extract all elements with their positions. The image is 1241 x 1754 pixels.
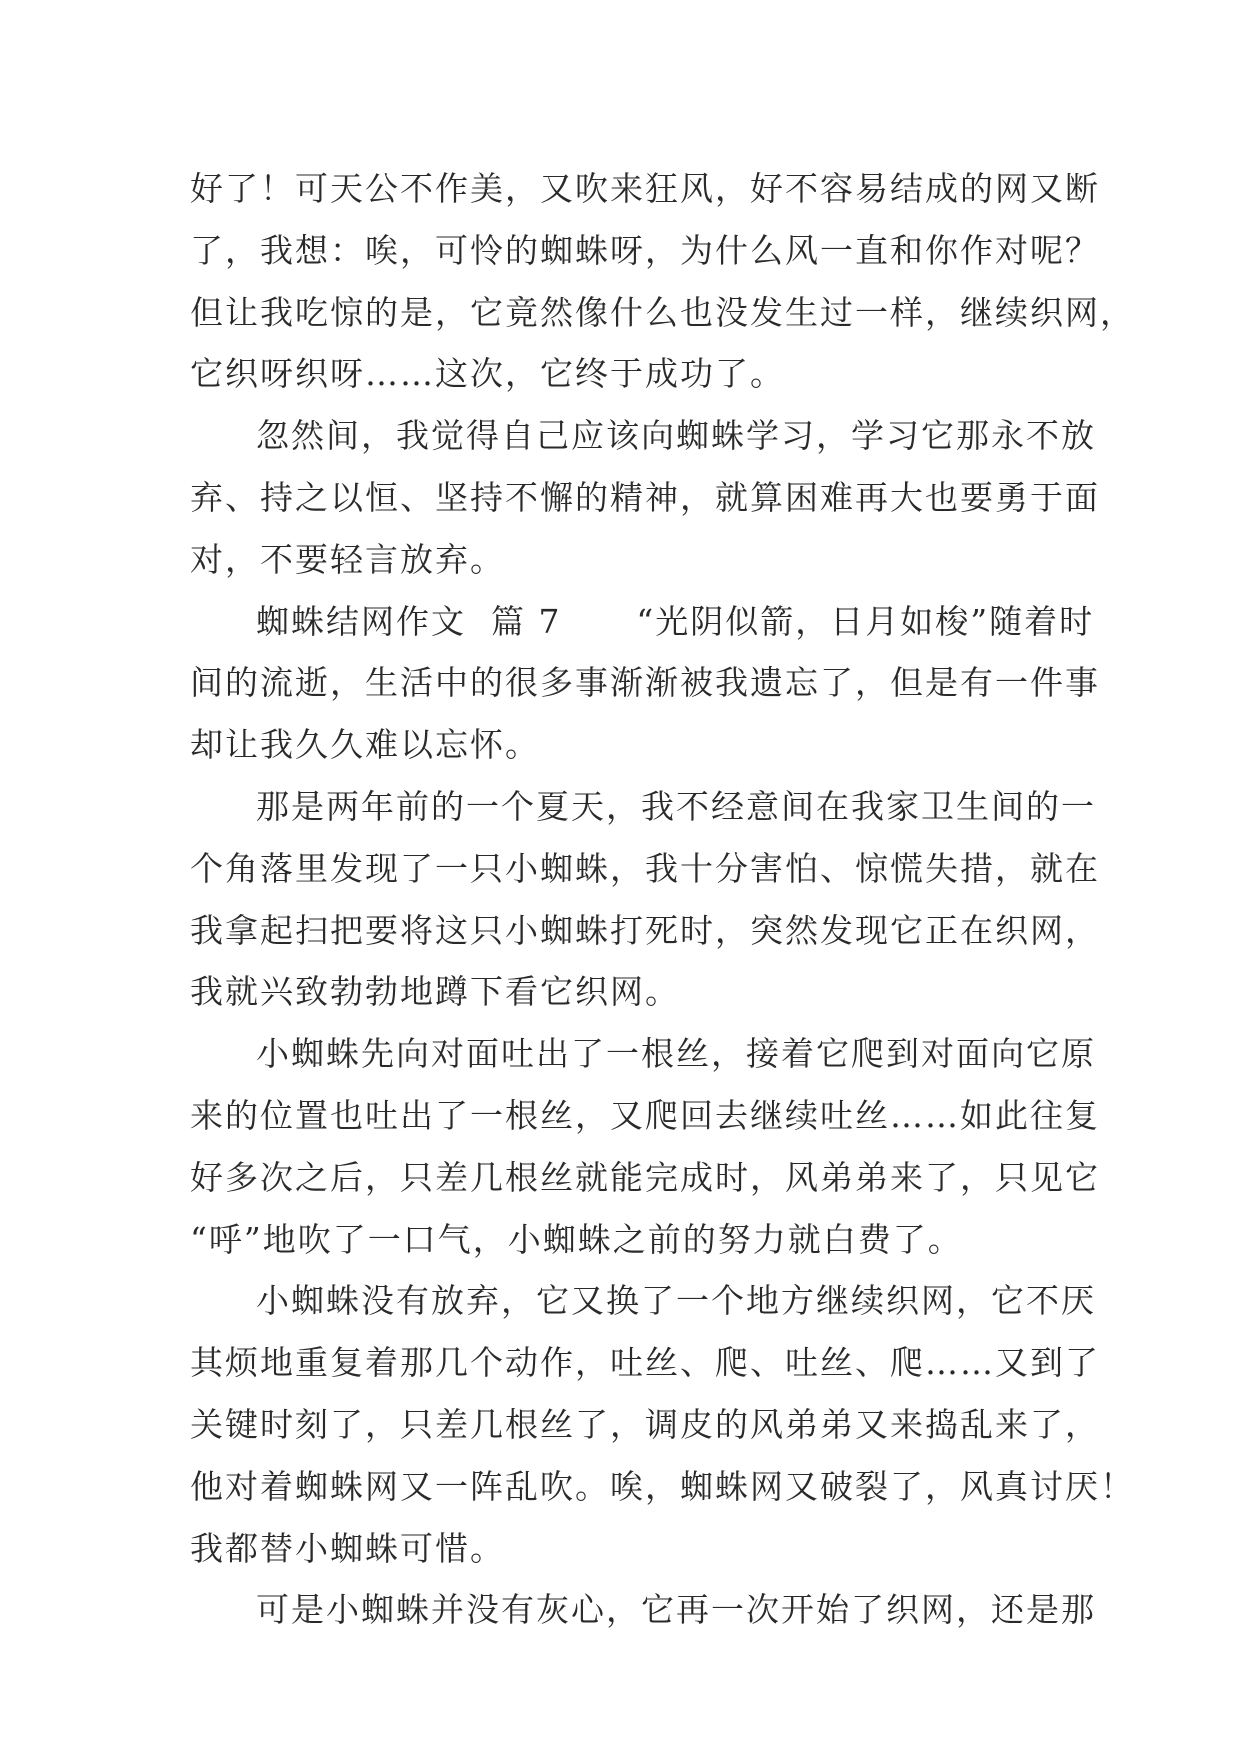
text-line: 我都替小蜘蛛可惜。	[190, 1528, 505, 1568]
text-line: 但让我吃惊的是，它竟然像什么也没发生过一样，继续织网，	[190, 292, 1135, 332]
text-line: 其烦地重复着那几个动作，吐丝、爬、吐丝、爬……又到了	[190, 1343, 1100, 1383]
paragraph-start-line: 忽然间，我觉得自己应该向蜘蛛学习，学习它那永不放	[256, 416, 1096, 456]
paragraph-start-line: 小蜘蛛没有放弃，它又换了一个地方继续织网，它不厌	[256, 1281, 1096, 1321]
text-line: 弃、持之以恒、坚持不懈的精神，就算困难再大也要勇于面	[190, 477, 1100, 517]
paragraph-start-line: 可是小蜘蛛并没有灰心，它再一次开始了织网，还是那	[256, 1590, 1096, 1630]
text-line: 他对着蜘蛛网又一阵乱吹。唉，蜘蛛网又破裂了，风真讨厌！	[190, 1466, 1135, 1506]
text-line: 我拿起扫把要将这只小蜘蛛打死时，突然发现它正在织网，	[190, 910, 1100, 950]
text-line: “呼”地吹了一口气，小蜘蛛之前的努力就白费了。	[190, 1219, 963, 1259]
essay-body	[190, 158, 1135, 1641]
text-line: 间的流逝，生活中的很多事渐渐被我遗忘了，但是有一件事	[190, 663, 1100, 703]
paragraph-start-line: 小蜘蛛先向对面吐出了一根丝，接着它爬到对面向它原	[256, 1034, 1096, 1074]
text-line: 关键时刻了，只差几根丝了，调皮的风弟弟又来捣乱来了，	[190, 1404, 1100, 1444]
text-line: 它织呀织呀……这次，它终于成功了。	[190, 354, 785, 394]
text-line: 却让我久久难以忘怀。	[190, 725, 540, 765]
section-heading-line: 蜘蛛结网作文 篇 7 “光阴似箭，日月如梭”随着时	[256, 601, 1095, 641]
paragraph-start-line: 那是两年前的一个夏天，我不经意间在我家卫生间的一	[256, 786, 1096, 826]
text-line: 好了！可天公不作美，又吹来狂风，好不容易结成的网又断	[190, 169, 1100, 208]
text-line: 了，我想：唉，可怜的蜘蛛呀，为什么风一直和你作对呢？	[190, 230, 1100, 270]
text-line: 个角落里发现了一只小蜘蛛，我十分害怕、惊慌失措，就在	[190, 848, 1100, 888]
text-line: 对，不要轻言放弃。	[190, 539, 505, 579]
text-line: 好多次之后，只差几根丝就能完成时，风弟弟来了，只见它	[190, 1157, 1100, 1197]
text-line: 来的位置也吐出了一根丝，又爬回去继续吐丝……如此往复	[190, 1095, 1100, 1135]
text-line: 我就兴致勃勃地蹲下看它织网。	[190, 972, 680, 1012]
